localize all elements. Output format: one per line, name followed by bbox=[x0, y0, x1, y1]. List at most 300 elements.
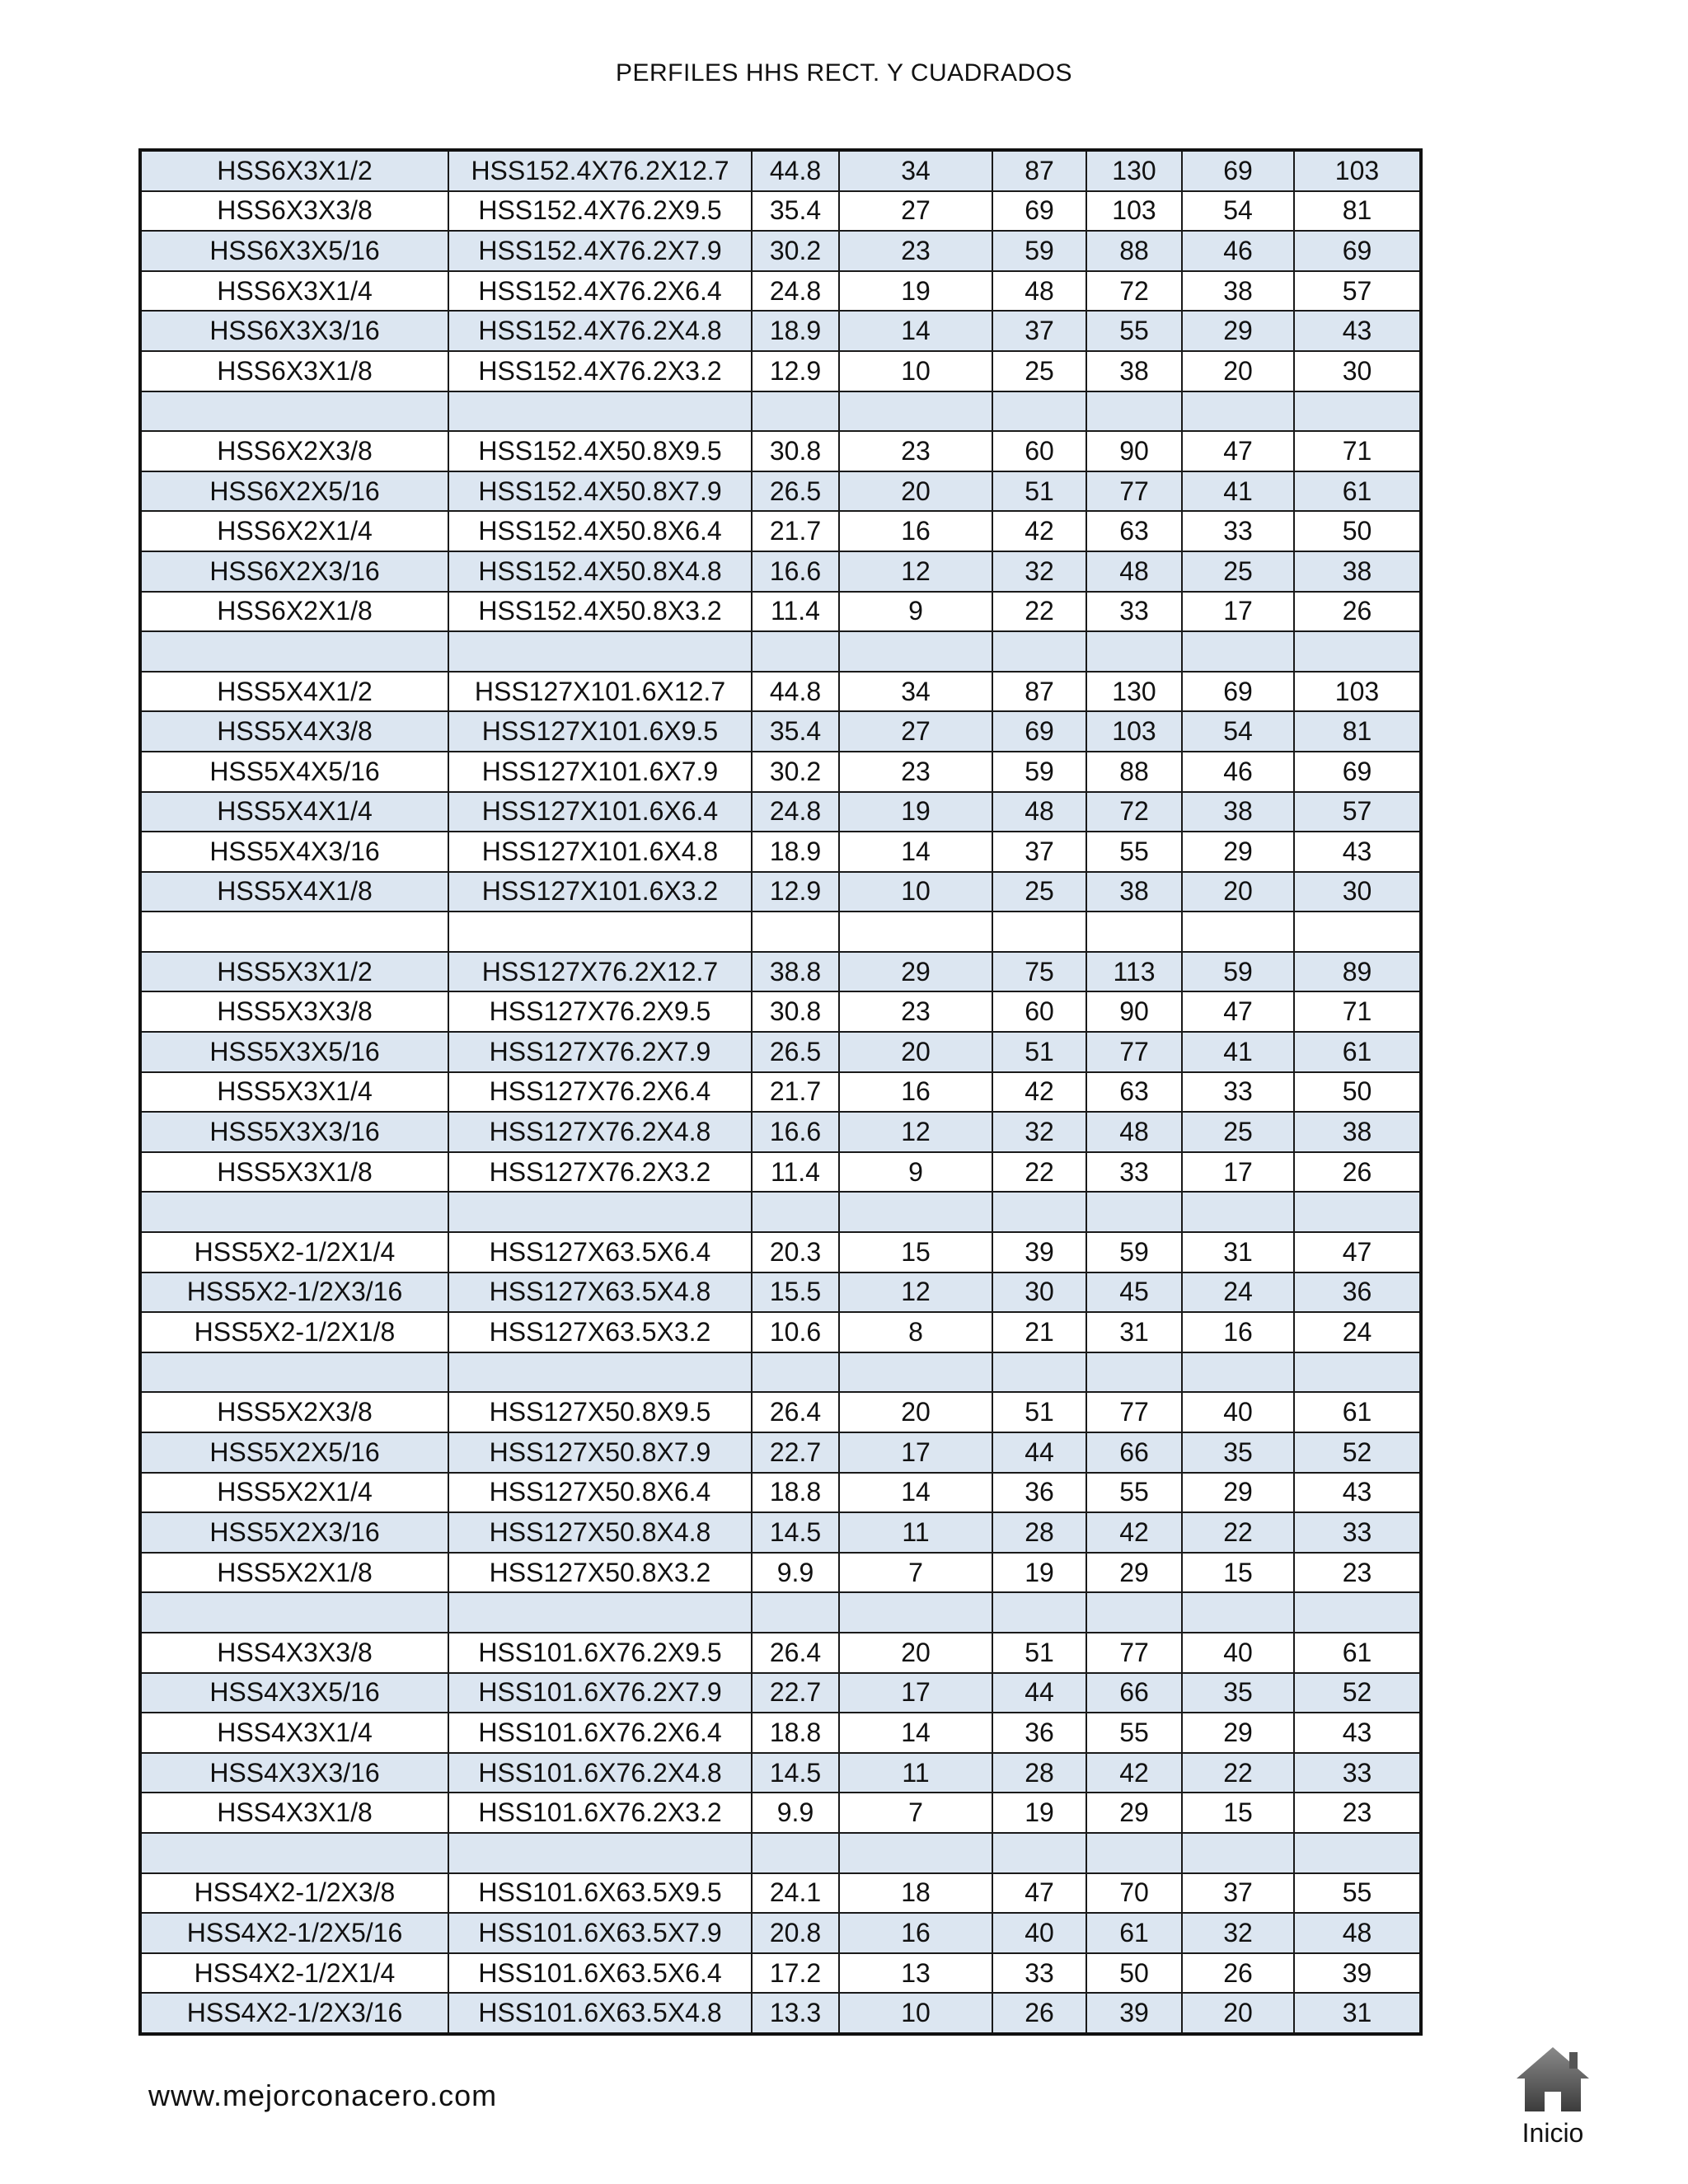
table-cell: 9.9 bbox=[752, 1793, 839, 1833]
table-cell: 35 bbox=[1182, 1432, 1294, 1473]
table-cell: 22.7 bbox=[752, 1432, 839, 1473]
table-cell: 7 bbox=[839, 1553, 992, 1593]
table-cell: 103 bbox=[1086, 191, 1182, 232]
profiles-table bbox=[138, 148, 1423, 2036]
table-cell: 52 bbox=[1294, 1432, 1421, 1473]
table-cell bbox=[992, 1192, 1086, 1232]
table-cell: 25 bbox=[992, 351, 1086, 391]
table-cell: HSS5X4X3/8 bbox=[140, 711, 448, 752]
table-cell: 51 bbox=[992, 1392, 1086, 1432]
home-label: Inicio bbox=[1522, 2118, 1584, 2148]
table-row bbox=[140, 1592, 1421, 1633]
table-cell: 61 bbox=[1294, 1392, 1421, 1432]
table-cell: 38 bbox=[1182, 271, 1294, 312]
table-cell: 38 bbox=[1294, 551, 1421, 592]
table-row bbox=[140, 271, 1421, 312]
table-row bbox=[140, 1553, 1421, 1593]
table-cell: HSS127X101.6X6.4 bbox=[448, 792, 752, 832]
table-cell: 113 bbox=[1086, 952, 1182, 992]
table-cell: HSS127X101.6X9.5 bbox=[448, 711, 752, 752]
page-title: PERFILES HHS RECT. Y CUADRADOS bbox=[615, 59, 1073, 87]
table-cell: 20.3 bbox=[752, 1232, 839, 1272]
table-cell: HSS127X101.6X12.7 bbox=[448, 672, 752, 712]
table-cell: 24.8 bbox=[752, 792, 839, 832]
table-cell: 66 bbox=[1086, 1673, 1182, 1713]
table-cell: 20 bbox=[839, 1392, 992, 1432]
table-cell: 47 bbox=[1182, 991, 1294, 1032]
table-row bbox=[140, 351, 1421, 391]
table-cell: HSS101.6X63.5X7.9 bbox=[448, 1913, 752, 1953]
table-row bbox=[140, 511, 1421, 551]
table-cell: 30.8 bbox=[752, 991, 839, 1032]
table-cell: 10 bbox=[839, 872, 992, 912]
table-cell bbox=[448, 1592, 752, 1633]
table-cell: HSS5X2X3/16 bbox=[140, 1512, 448, 1553]
table-cell: 88 bbox=[1086, 231, 1182, 271]
table-cell: 69 bbox=[1294, 752, 1421, 792]
table-cell: 15 bbox=[1182, 1553, 1294, 1593]
table-cell bbox=[1086, 1833, 1182, 1873]
table-cell: HSS5X3X1/2 bbox=[140, 952, 448, 992]
table-cell: HSS101.6X76.2X7.9 bbox=[448, 1673, 752, 1713]
table-cell: 37 bbox=[1182, 1873, 1294, 1914]
table-cell: HSS101.6X76.2X3.2 bbox=[448, 1793, 752, 1833]
table-cell: HSS127X50.8X4.8 bbox=[448, 1512, 752, 1553]
table-cell: 29 bbox=[1182, 1473, 1294, 1513]
table-cell bbox=[839, 391, 992, 432]
table-row bbox=[140, 1873, 1421, 1914]
table-body bbox=[140, 150, 1421, 2034]
table-cell: 8 bbox=[839, 1312, 992, 1352]
table-cell: 24 bbox=[1294, 1312, 1421, 1352]
table-cell: 54 bbox=[1182, 711, 1294, 752]
table-cell: 38 bbox=[1294, 1112, 1421, 1152]
table-cell: 32 bbox=[1182, 1913, 1294, 1953]
table-cell: 70 bbox=[1086, 1873, 1182, 1914]
table-cell: 48 bbox=[1086, 551, 1182, 592]
table-cell: 33 bbox=[1294, 1512, 1421, 1553]
table-cell: 54 bbox=[1182, 191, 1294, 232]
table-cell: HSS101.6X76.2X6.4 bbox=[448, 1713, 752, 1753]
table-cell: 11.4 bbox=[752, 1152, 839, 1193]
table-cell bbox=[1294, 912, 1421, 952]
table-cell: 38 bbox=[1086, 351, 1182, 391]
table-cell: HSS6X2X3/8 bbox=[140, 431, 448, 471]
table-cell: 23 bbox=[839, 752, 992, 792]
table-cell: 81 bbox=[1294, 191, 1421, 232]
table-row bbox=[140, 912, 1421, 952]
table-cell: HSS127X101.6X7.9 bbox=[448, 752, 752, 792]
table-cell: 22 bbox=[992, 592, 1086, 632]
table-cell: 16 bbox=[1182, 1312, 1294, 1352]
table-row bbox=[140, 191, 1421, 232]
table-row bbox=[140, 1432, 1421, 1473]
table-cell: 28 bbox=[992, 1512, 1086, 1553]
table-cell: 103 bbox=[1086, 711, 1182, 752]
table-cell: 51 bbox=[992, 1032, 1086, 1072]
table-row bbox=[140, 551, 1421, 592]
table-row bbox=[140, 1793, 1421, 1833]
table-cell: HSS4X3X3/8 bbox=[140, 1633, 448, 1673]
table-cell: 26 bbox=[1182, 1953, 1294, 1994]
table-cell bbox=[752, 912, 839, 952]
table-cell: 90 bbox=[1086, 431, 1182, 471]
table-cell: 47 bbox=[1294, 1232, 1421, 1272]
table-cell bbox=[752, 391, 839, 432]
table-cell bbox=[1182, 1833, 1294, 1873]
table-cell: 25 bbox=[1182, 551, 1294, 592]
table-cell: 27 bbox=[839, 711, 992, 752]
table-cell bbox=[839, 631, 992, 672]
table-cell: HSS127X76.2X9.5 bbox=[448, 991, 752, 1032]
table-cell: HSS127X76.2X6.4 bbox=[448, 1072, 752, 1113]
table-cell: 14.5 bbox=[752, 1753, 839, 1793]
table-cell: 23 bbox=[1294, 1553, 1421, 1593]
table-cell: 26.5 bbox=[752, 1032, 839, 1072]
table-row bbox=[140, 1993, 1421, 2034]
table-row bbox=[140, 1953, 1421, 1994]
table-cell: 29 bbox=[1182, 832, 1294, 872]
table-cell: 17 bbox=[839, 1432, 992, 1473]
table-cell: 44 bbox=[992, 1432, 1086, 1473]
table-cell: HSS5X2X1/8 bbox=[140, 1553, 448, 1593]
table-cell: 55 bbox=[1086, 311, 1182, 351]
table-cell: 69 bbox=[1294, 231, 1421, 271]
table-cell: 46 bbox=[1182, 752, 1294, 792]
table-cell: 44.8 bbox=[752, 672, 839, 712]
table-cell: HSS4X3X3/16 bbox=[140, 1753, 448, 1793]
table-cell bbox=[752, 631, 839, 672]
table-cell: 18.8 bbox=[752, 1473, 839, 1513]
table-cell: 40 bbox=[1182, 1392, 1294, 1432]
table-cell: 33 bbox=[1086, 1152, 1182, 1193]
table-cell: 52 bbox=[1294, 1673, 1421, 1713]
table-cell: 35.4 bbox=[752, 711, 839, 752]
table-cell: 40 bbox=[1182, 1633, 1294, 1673]
table-cell: 14.5 bbox=[752, 1512, 839, 1553]
table-cell bbox=[1182, 1192, 1294, 1232]
table-cell: HSS5X3X3/16 bbox=[140, 1112, 448, 1152]
table-cell bbox=[1294, 1833, 1421, 1873]
table-cell: 20.8 bbox=[752, 1913, 839, 1953]
table-cell: HSS5X2-1/2X1/8 bbox=[140, 1312, 448, 1352]
table-cell: 12.9 bbox=[752, 872, 839, 912]
table-cell: 19 bbox=[992, 1553, 1086, 1593]
table-cell: HSS127X76.2X7.9 bbox=[448, 1032, 752, 1072]
table-cell: 17 bbox=[1182, 1152, 1294, 1193]
table-row bbox=[140, 1272, 1421, 1313]
table-row bbox=[140, 1913, 1421, 1953]
table-cell: 10 bbox=[839, 351, 992, 391]
table-cell: 103 bbox=[1294, 150, 1421, 191]
table-cell bbox=[1182, 631, 1294, 672]
table-cell: HSS5X2X5/16 bbox=[140, 1432, 448, 1473]
table-cell: 26 bbox=[1294, 592, 1421, 632]
table-cell bbox=[1086, 631, 1182, 672]
website-link[interactable]: www.mejorconacero.com bbox=[148, 2079, 498, 2112]
table-cell: 16 bbox=[839, 1913, 992, 1953]
table-cell: 21.7 bbox=[752, 511, 839, 551]
table-row bbox=[140, 1673, 1421, 1713]
table-cell bbox=[752, 1833, 839, 1873]
table-cell bbox=[140, 1833, 448, 1873]
table-cell: 20 bbox=[1182, 872, 1294, 912]
table-row bbox=[140, 1392, 1421, 1432]
table-cell: 33 bbox=[1182, 511, 1294, 551]
table-cell: 25 bbox=[1182, 1112, 1294, 1152]
home-button[interactable] bbox=[1513, 2046, 1592, 2153]
table-cell: 50 bbox=[1086, 1953, 1182, 1994]
table-cell: 15 bbox=[1182, 1793, 1294, 1833]
table-cell: 43 bbox=[1294, 311, 1421, 351]
table-cell: 22.7 bbox=[752, 1673, 839, 1713]
table-cell: HSS101.6X63.5X6.4 bbox=[448, 1953, 752, 1994]
table-cell: 14 bbox=[839, 1473, 992, 1513]
table-cell: 24 bbox=[1182, 1272, 1294, 1313]
table-cell: 33 bbox=[1294, 1753, 1421, 1793]
table-cell: HSS5X2X1/4 bbox=[140, 1473, 448, 1513]
table-cell: 46 bbox=[1182, 231, 1294, 271]
table-cell: 47 bbox=[992, 1873, 1086, 1914]
table-cell: 16.6 bbox=[752, 551, 839, 592]
table-row bbox=[140, 1152, 1421, 1193]
table-cell: HSS127X50.8X3.2 bbox=[448, 1553, 752, 1593]
table-cell bbox=[992, 631, 1086, 672]
table-cell: 36 bbox=[992, 1713, 1086, 1753]
table-cell: HSS4X3X1/8 bbox=[140, 1793, 448, 1833]
table-cell bbox=[839, 1192, 992, 1232]
table-cell: HSS152.4X50.8X7.9 bbox=[448, 471, 752, 512]
table-cell: 10.6 bbox=[752, 1312, 839, 1352]
table-cell: HSS127X50.8X7.9 bbox=[448, 1432, 752, 1473]
table-cell: HSS5X3X1/4 bbox=[140, 1072, 448, 1113]
table-cell: 48 bbox=[1086, 1112, 1182, 1152]
table-cell: 42 bbox=[1086, 1753, 1182, 1793]
table-row bbox=[140, 1072, 1421, 1113]
table-cell: 10 bbox=[839, 1993, 992, 2034]
table-cell bbox=[839, 912, 992, 952]
table-cell: HSS6X3X1/4 bbox=[140, 271, 448, 312]
table-cell: HSS127X101.6X4.8 bbox=[448, 832, 752, 872]
table-cell: 26 bbox=[992, 1993, 1086, 2034]
table-cell: HSS5X2-1/2X1/4 bbox=[140, 1232, 448, 1272]
table-cell: 20 bbox=[1182, 1993, 1294, 2034]
table-cell: 30 bbox=[1294, 872, 1421, 912]
table-cell: HSS6X2X5/16 bbox=[140, 471, 448, 512]
table-cell: HSS5X4X3/16 bbox=[140, 832, 448, 872]
table-cell: 72 bbox=[1086, 792, 1182, 832]
table-cell: HSS5X4X5/16 bbox=[140, 752, 448, 792]
table-row bbox=[140, 1633, 1421, 1673]
table-cell: 77 bbox=[1086, 471, 1182, 512]
table-cell: 39 bbox=[1294, 1953, 1421, 1994]
table-cell: 17 bbox=[1182, 592, 1294, 632]
table-cell: 26 bbox=[1294, 1152, 1421, 1193]
table-cell: HSS6X2X1/4 bbox=[140, 511, 448, 551]
table-cell: HSS4X3X1/4 bbox=[140, 1713, 448, 1753]
table-cell: 22 bbox=[1182, 1753, 1294, 1793]
table-cell: 16 bbox=[839, 1072, 992, 1113]
table-cell: 55 bbox=[1086, 1473, 1182, 1513]
table-cell: 77 bbox=[1086, 1392, 1182, 1432]
table-cell: HSS152.4X50.8X4.8 bbox=[448, 551, 752, 592]
table-cell: 88 bbox=[1086, 752, 1182, 792]
table-cell: 77 bbox=[1086, 1633, 1182, 1673]
table-cell: 71 bbox=[1294, 431, 1421, 471]
table-cell: 63 bbox=[1086, 1072, 1182, 1113]
table-row bbox=[140, 952, 1421, 992]
table-row bbox=[140, 752, 1421, 792]
table-cell bbox=[992, 1833, 1086, 1873]
table-cell bbox=[752, 1352, 839, 1393]
table-cell bbox=[140, 391, 448, 432]
table-row bbox=[140, 872, 1421, 912]
table-cell: 12 bbox=[839, 1272, 992, 1313]
table-cell: 12.9 bbox=[752, 351, 839, 391]
table-cell bbox=[448, 391, 752, 432]
table-cell: 23 bbox=[839, 431, 992, 471]
table-cell: 21 bbox=[992, 1312, 1086, 1352]
table-cell: 72 bbox=[1086, 271, 1182, 312]
table-cell: 31 bbox=[1294, 1993, 1421, 2034]
table-cell: 44.8 bbox=[752, 150, 839, 191]
table-cell: HSS101.6X63.5X9.5 bbox=[448, 1873, 752, 1914]
table-cell: 90 bbox=[1086, 991, 1182, 1032]
table-cell: 59 bbox=[992, 231, 1086, 271]
table-cell: 26.5 bbox=[752, 471, 839, 512]
table-cell: HSS4X2-1/2X1/4 bbox=[140, 1953, 448, 1994]
table-cell: 61 bbox=[1294, 1032, 1421, 1072]
table-cell bbox=[839, 1833, 992, 1873]
table-cell: HSS4X2-1/2X3/16 bbox=[140, 1993, 448, 2034]
table-cell: HSS127X63.5X3.2 bbox=[448, 1312, 752, 1352]
table-cell: 55 bbox=[1294, 1873, 1421, 1914]
table-cell: 48 bbox=[992, 271, 1086, 312]
table-row bbox=[140, 991, 1421, 1032]
table-cell: 42 bbox=[992, 511, 1086, 551]
table-row bbox=[140, 1352, 1421, 1393]
table-cell: 14 bbox=[839, 832, 992, 872]
table-cell: 130 bbox=[1086, 672, 1182, 712]
table-cell: 69 bbox=[992, 711, 1086, 752]
table-cell: HSS4X2-1/2X3/8 bbox=[140, 1873, 448, 1914]
table-cell: 48 bbox=[992, 792, 1086, 832]
table-cell: HSS6X2X3/16 bbox=[140, 551, 448, 592]
table-cell: 130 bbox=[1086, 150, 1182, 191]
table-cell: 61 bbox=[1294, 471, 1421, 512]
table-cell: 38.8 bbox=[752, 952, 839, 992]
table-cell: 9 bbox=[839, 592, 992, 632]
table-cell: 33 bbox=[1182, 1072, 1294, 1113]
table-row bbox=[140, 311, 1421, 351]
table-cell: 12 bbox=[839, 1112, 992, 1152]
table-cell: 51 bbox=[992, 1633, 1086, 1673]
table-cell: 32 bbox=[992, 551, 1086, 592]
table-cell bbox=[839, 1352, 992, 1393]
table-cell: 59 bbox=[992, 752, 1086, 792]
table-cell: 41 bbox=[1182, 471, 1294, 512]
table-cell: 18.9 bbox=[752, 311, 839, 351]
table-cell: 37 bbox=[992, 311, 1086, 351]
table-cell: 60 bbox=[992, 991, 1086, 1032]
table-cell: 15.5 bbox=[752, 1272, 839, 1313]
table-cell: 77 bbox=[1086, 1032, 1182, 1072]
table-cell: 11.4 bbox=[752, 592, 839, 632]
table-cell: 39 bbox=[992, 1232, 1086, 1272]
table-cell: HSS127X76.2X3.2 bbox=[448, 1152, 752, 1193]
table-cell: 18 bbox=[839, 1873, 992, 1914]
table-cell: 87 bbox=[992, 672, 1086, 712]
table-cell bbox=[140, 1352, 448, 1393]
table-cell: HSS152.4X76.2X12.7 bbox=[448, 150, 752, 191]
table-cell: 51 bbox=[992, 471, 1086, 512]
table-cell: 43 bbox=[1294, 1713, 1421, 1753]
table-cell bbox=[992, 391, 1086, 432]
table-cell: 33 bbox=[1086, 592, 1182, 632]
table-cell: HSS5X4X1/4 bbox=[140, 792, 448, 832]
table-cell: HSS5X3X3/8 bbox=[140, 991, 448, 1032]
table-cell bbox=[992, 912, 1086, 952]
table-cell: 35.4 bbox=[752, 191, 839, 232]
table-cell bbox=[1182, 391, 1294, 432]
table-cell: 19 bbox=[839, 792, 992, 832]
table-cell bbox=[1294, 1592, 1421, 1633]
table-cell: HSS5X4X1/8 bbox=[140, 872, 448, 912]
table-cell bbox=[448, 912, 752, 952]
table-cell: 48 bbox=[1294, 1913, 1421, 1953]
table-cell: 12 bbox=[839, 551, 992, 592]
table-cell bbox=[839, 1592, 992, 1633]
table-cell: HSS6X3X3/8 bbox=[140, 191, 448, 232]
table-cell: 25 bbox=[992, 872, 1086, 912]
table-cell: 69 bbox=[992, 191, 1086, 232]
table-cell: HSS101.6X63.5X4.8 bbox=[448, 1993, 752, 2034]
table-cell bbox=[1086, 1592, 1182, 1633]
table-cell: HSS5X4X1/2 bbox=[140, 672, 448, 712]
table-cell: HSS127X101.6X3.2 bbox=[448, 872, 752, 912]
table-cell: HSS5X3X5/16 bbox=[140, 1032, 448, 1072]
table-cell bbox=[448, 631, 752, 672]
table-cell: 27 bbox=[839, 191, 992, 232]
table-row bbox=[140, 1192, 1421, 1232]
table-cell bbox=[1182, 1592, 1294, 1633]
table-cell: 47 bbox=[1182, 431, 1294, 471]
table-cell: 22 bbox=[992, 1152, 1086, 1193]
table-cell: 50 bbox=[1294, 1072, 1421, 1113]
table-cell: 55 bbox=[1086, 832, 1182, 872]
table-cell: HSS5X2-1/2X3/16 bbox=[140, 1272, 448, 1313]
table-cell: 23 bbox=[839, 231, 992, 271]
table-cell: 24.1 bbox=[752, 1873, 839, 1914]
table-cell: 16 bbox=[839, 511, 992, 551]
table-cell: 14 bbox=[839, 311, 992, 351]
table-cell: HSS152.4X76.2X4.8 bbox=[448, 311, 752, 351]
table-cell: HSS127X76.2X12.7 bbox=[448, 952, 752, 992]
table-cell: 34 bbox=[839, 672, 992, 712]
table-cell: HSS152.4X50.8X6.4 bbox=[448, 511, 752, 551]
table-cell: 40 bbox=[992, 1913, 1086, 1953]
table-cell: 75 bbox=[992, 952, 1086, 992]
table-cell bbox=[1294, 391, 1421, 432]
table-cell: 44 bbox=[992, 1673, 1086, 1713]
table-cell: 60 bbox=[992, 431, 1086, 471]
table-cell: 30.8 bbox=[752, 431, 839, 471]
table-cell: 30 bbox=[1294, 351, 1421, 391]
table-cell: HSS6X2X1/8 bbox=[140, 592, 448, 632]
table-cell: 38 bbox=[1182, 792, 1294, 832]
table-cell: HSS4X3X5/16 bbox=[140, 1673, 448, 1713]
table-cell: 36 bbox=[992, 1473, 1086, 1513]
